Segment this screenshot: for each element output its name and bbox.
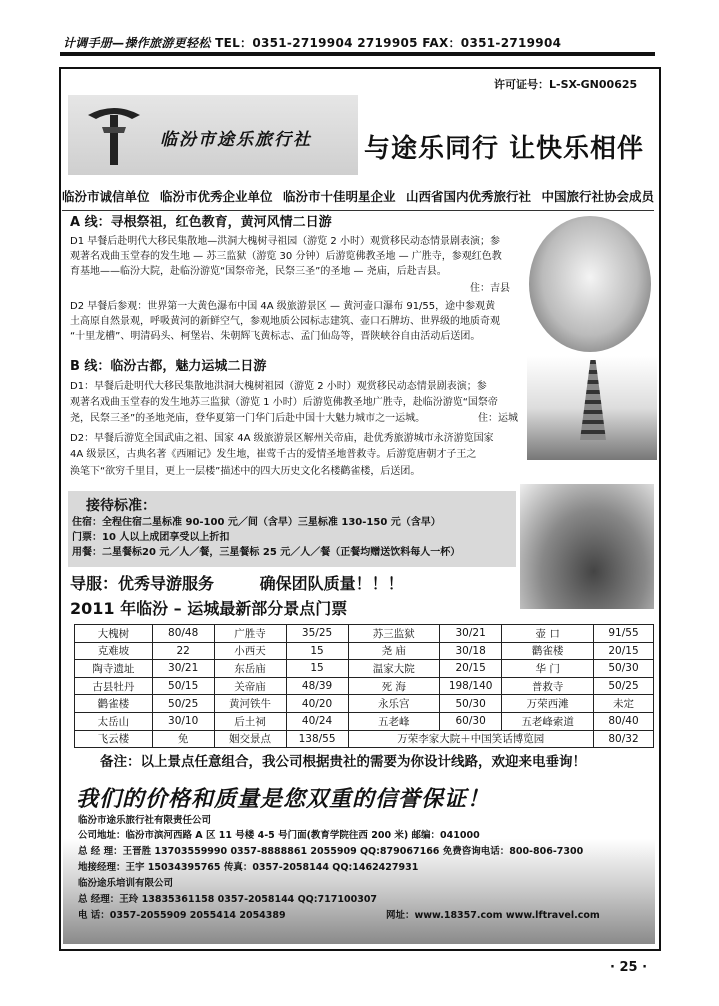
guide-text: 导服：优秀导游服务 bbox=[70, 574, 215, 593]
training-phone: 电 话：0357-2055909 2055414 2054389 bbox=[78, 910, 286, 921]
website: 网址：www.18357.com www.lftravel.com bbox=[386, 910, 600, 921]
table-cell: 古县牡丹 bbox=[75, 677, 153, 695]
table-cell: 壶 口 bbox=[502, 625, 594, 643]
table-cell: 关帝庙 bbox=[214, 677, 286, 695]
header-bar bbox=[63, 34, 653, 51]
table-cell: 太岳山 bbox=[75, 712, 153, 730]
ticket-price-table bbox=[74, 624, 654, 748]
route-b-d2-line: D2：早餐后游览全国武庙之祖、国家 4A 级旅游景区解州关帝庙，赴优秀旅游城市永济游览国家 bbox=[70, 433, 494, 444]
route-a-d1-line: D1 早餐后赴明代大移民集散地—洪洞大槐树寻祖园（游览 2 小时）观赏移民动态情景剧表演；参 bbox=[70, 236, 500, 247]
table-cell: 80/48 bbox=[152, 625, 214, 643]
route-b-d1-stay: 住：运城 bbox=[478, 413, 518, 424]
table-cell: 温家大院 bbox=[348, 660, 439, 678]
table-cell: 80/40 bbox=[594, 712, 654, 730]
table-cell: 50/25 bbox=[594, 677, 654, 695]
route-b-d1-line: D1：早餐后赴明代大移民集散地洪洞大槐树祖园（游览 2 小时）观赏移民动态情景剧表演；参 bbox=[70, 381, 487, 392]
table-cell: 鹳雀楼 bbox=[502, 642, 594, 660]
service-line: 用餐：二星餐标20 元／人／餐，三星餐标 25 元／人／餐（正餐均赠送饮料每人一杯） bbox=[72, 547, 461, 558]
table-cell: 姻交景点 bbox=[214, 730, 286, 748]
table-cell: 50/30 bbox=[439, 695, 501, 713]
table-cell: 20/15 bbox=[594, 642, 654, 660]
header-phone: TEL：0351-2719904 2719905 FAX：0351-2719904 bbox=[215, 36, 562, 50]
table-cell: 东岳庙 bbox=[214, 660, 286, 678]
page-number: · 25 · bbox=[610, 960, 648, 975]
local-manager-contact: 地接经理：王宇 15034395765 传真：0357-2058144 QQ:1462427931 bbox=[78, 862, 419, 873]
guarantee-slogan: 我们的价格和质量是您双重的信誉保证！ bbox=[76, 786, 491, 812]
honor-item: 临汾市诚信单位 bbox=[62, 189, 150, 204]
header-slogan: 计调手册—操作旅游更轻松 bbox=[63, 36, 211, 50]
honor-item: 山西省国内优秀旅行社 bbox=[405, 189, 531, 204]
company-address: 公司地址：临汾市滨河西路 A 区 11 号楼 4-5 号门面(教育学院往西 200 米) 邮编：041000 bbox=[78, 830, 480, 841]
training-manager-contact: 总 经理：王玲 13835361158 0357-2058144 QQ:717100307 bbox=[78, 894, 378, 905]
table-row bbox=[75, 642, 654, 660]
table-cell: 免 bbox=[152, 730, 214, 748]
table-cell: 黄河铁牛 bbox=[214, 695, 286, 713]
table-cell: 小西天 bbox=[214, 642, 286, 660]
service-line: 门票：10 人以上成团享受以上折扣 bbox=[72, 532, 230, 543]
manager-contact: 总 经 理：王晋胜 13703559990 0357-8888861 2055909 QQ:879067166 免费咨询电话：800-806-7300 bbox=[78, 846, 584, 857]
table-cell: 20/15 bbox=[439, 660, 501, 678]
table-cell: 80/32 bbox=[594, 730, 654, 748]
table-cell: 大槐树 bbox=[75, 625, 153, 643]
table-cell: 普救寺 bbox=[502, 677, 594, 695]
table-cell: 陶寺遗址 bbox=[75, 660, 153, 678]
slogan: 与途乐同行 让快乐相伴 bbox=[364, 134, 645, 164]
table-cell: 五老峰 bbox=[348, 712, 439, 730]
table-row bbox=[75, 677, 654, 695]
honor-item: 临汾市十佳明星企业 bbox=[282, 189, 396, 204]
table-cell: 万荣西滩 bbox=[502, 695, 594, 713]
ticket-table-title: 2011 年临汾 – 运城最新部分景点门票 bbox=[70, 599, 348, 618]
table-cell: 138/55 bbox=[286, 730, 348, 748]
table-cell: 万荣李家大院＋中国笑话博览园 bbox=[348, 730, 593, 748]
header-divider bbox=[60, 52, 655, 56]
table-row bbox=[75, 730, 654, 748]
table-cell: 60/30 bbox=[439, 712, 501, 730]
company-name-logo: 临汾市途乐旅行社 bbox=[160, 130, 312, 150]
table-cell: 30/18 bbox=[439, 642, 501, 660]
company-name: 临汾市途乐旅行社有限责任公司 bbox=[78, 815, 212, 826]
table-cell: 30/21 bbox=[439, 625, 501, 643]
table-cell: 飞云楼 bbox=[75, 730, 153, 748]
table-cell: 48/39 bbox=[286, 677, 348, 695]
route-a-d2-line: D2 早餐后参观：世界第一大黄色瀑布中国 4A 级旅游景区 — 黄河壶口瀑布 91/55，途中参观黄 bbox=[70, 301, 496, 312]
table-row bbox=[75, 625, 654, 643]
table-cell: 50/15 bbox=[152, 677, 214, 695]
remark: 备注：以上景点任意组合，我公司根据贵社的需要为你设计线路，欢迎来电垂询！ bbox=[100, 754, 586, 770]
table-cell: 50/25 bbox=[152, 695, 214, 713]
quality-text: 确保团队质量！！！ bbox=[259, 574, 404, 593]
table-cell: 后土祠 bbox=[214, 712, 286, 730]
table-cell: 克难坡 bbox=[75, 642, 153, 660]
table-cell: 尧 庙 bbox=[348, 642, 439, 660]
route-b-d2-line: 涣笔下“欲穷千里目，更上一层楼”描述中的四大历史文化名楼鹳雀楼，后送团。 bbox=[70, 466, 421, 477]
route-a-d2-line: 土高原自然景观，呼吸黄河的新鲜空气，参观地质公园标志建筑、壶口石牌坊、世界级的地质奇观 bbox=[70, 316, 500, 327]
table-cell: 15 bbox=[286, 660, 348, 678]
table-cell: 40/20 bbox=[286, 695, 348, 713]
table-cell: 30/10 bbox=[152, 712, 214, 730]
route-a-d2-line: “十里龙槽”、明清码头、柯堡岩、朱朝辉飞黄标志、孟门仙岛等，晋陕峡谷自由活动后送团。 bbox=[70, 331, 481, 342]
table-cell: 198/140 bbox=[439, 677, 501, 695]
route-a-d1-stay: 住：吉县 bbox=[470, 283, 510, 294]
table-cell: 91/55 bbox=[594, 625, 654, 643]
table-cell: 22 bbox=[152, 642, 214, 660]
table-cell: 永乐宫 bbox=[348, 695, 439, 713]
table-row bbox=[75, 712, 654, 730]
training-company-name: 临汾途乐培训有限公司 bbox=[78, 878, 174, 889]
table-cell: 30/21 bbox=[152, 660, 214, 678]
table-cell: 50/30 bbox=[594, 660, 654, 678]
table-cell: 广胜寺 bbox=[214, 625, 286, 643]
table-cell: 35/25 bbox=[286, 625, 348, 643]
table-cell: 未定 bbox=[594, 695, 654, 713]
table-row bbox=[75, 695, 654, 713]
honors-bar bbox=[62, 182, 654, 211]
table-row bbox=[75, 660, 654, 678]
guide-service-line bbox=[70, 571, 404, 594]
license-number: 许可证号：L-SX-GN00625 bbox=[494, 78, 638, 91]
route-b-d1-line: 观著名戏曲玉堂春的发生地苏三监狱（游览 1 小时）后游览佛教圣地广胜寺，赴临汾游览“国祭帝 bbox=[70, 397, 498, 408]
route-a-d1-line: 育基地——临汾大院，赴临汾游览“国祭帝尧，民祭三圣”的圣地 — 尧庙，后赴吉县。 bbox=[70, 266, 447, 277]
logo-emblem-icon bbox=[84, 101, 144, 169]
table-cell: 华 门 bbox=[502, 660, 594, 678]
service-title: 接待标准： bbox=[86, 498, 156, 514]
service-line: 住宿：全程住宿二星标准 90-100 元／间（含早）三星标准 130-150 元（含早） bbox=[72, 517, 441, 528]
garden-photo bbox=[520, 484, 654, 609]
table-cell: 死 海 bbox=[348, 677, 439, 695]
route-a-title: A 线：寻根祭祖，红色教育，黄河风情二日游 bbox=[70, 215, 332, 230]
honor-item: 中国旅行社协会成员 bbox=[541, 189, 654, 204]
statue-photo bbox=[529, 216, 651, 352]
route-b-title: B 线：临汾古都，魅力运城二日游 bbox=[70, 359, 267, 374]
route-a-d1-line: 观著名戏曲玉堂春的发生地 — 苏三监狱（游览 30 分钟）后游览佛教圣地 — 广胜寺，参观红色教 bbox=[70, 251, 502, 262]
route-b-d2-line: 4A 级景区，古典名著《西厢记》发生地，崔莺千古的爱情圣地普救寺。后游览唐朝才子王之 bbox=[70, 449, 477, 460]
route-b-d1-line: 尧，民祭三圣”的圣地尧庙，登华夏第一门华门后赴中国十大魅力城市之一运城。 bbox=[70, 413, 426, 424]
table-cell: 苏三监狱 bbox=[348, 625, 439, 643]
honor-item: 临汾市优秀企业单位 bbox=[159, 189, 273, 204]
table-cell: 鹳雀楼 bbox=[75, 695, 153, 713]
company-logo-banner bbox=[68, 95, 358, 175]
table-cell: 40/24 bbox=[286, 712, 348, 730]
table-cell: 15 bbox=[286, 642, 348, 660]
table-cell: 五老峰索道 bbox=[502, 712, 594, 730]
